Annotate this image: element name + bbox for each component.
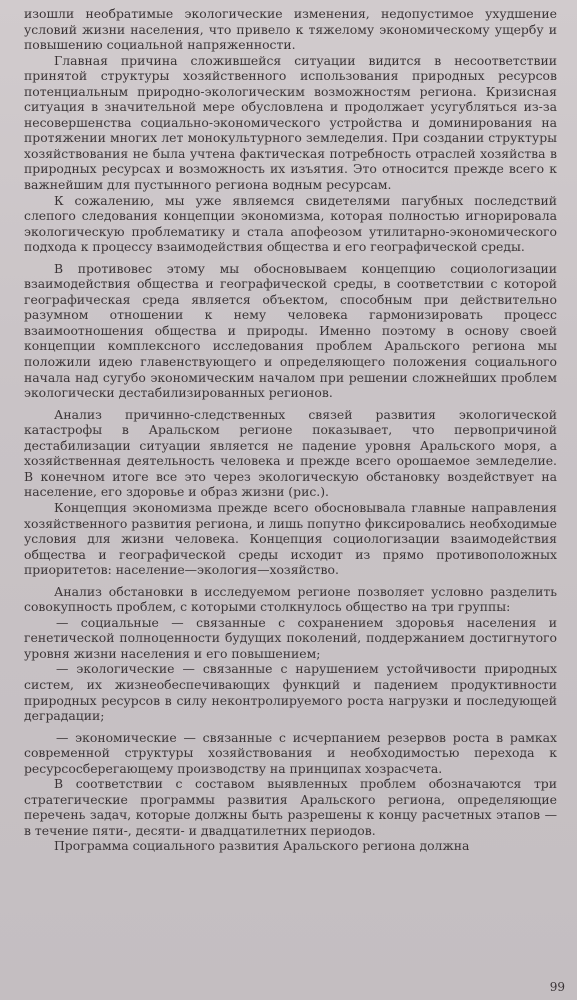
body-text	[24, 6, 557, 854]
paragraph-economism: Концепция экономизма прежде всего обосновывала главные направления хозяйственного развития региона, и лишь попутно фиксировались необходимые условия для жизни человека. Концепция социологизации взаимодействия общества и географической среды исходит из прямо противоположных приоритетов: население—экология—хозяйство.	[24, 499, 557, 578]
paragraph-continuation: изошли необратимые экологические изменения, недопустимое ухудшение условий жизни населения, что привело к тяжелому экономическому ущербу и повышению социальной напряженности.	[24, 6, 557, 53]
paragraph-main-cause: Главная причина сложившейся ситуации видится в несоответствии принятой структуры хозяйственного использования природных ресурсов потенциальным природно-экологическим возможностям региона. Кризисная ситуация в значительной мере обусловлена и продолжает усугубляться из-за несовершенства социально-экономического устройства и доминирования на протяжении многих лет монокультурного земледелия. При создании структуры хозяйствования не была учтена фактическая потребность отраслей хозяйства в природных ресурсах и возможность их изъятия. Это относится прежде всего к важнейшим для пустынного региона водным ресурсам.	[24, 52, 557, 193]
list-item-ecological: — экологические — связанные с нарушением устойчивости природных систем, их жизнеобеспечивающих функций и падением продуктивности природных ресурсов в силу неконтролируемого роста нагрузки и последующей деградации;	[24, 661, 557, 724]
paragraph-counter-concept: В противовес этому мы обосновываем концепцию социологизации взаимодействия общества и географической среды, в соответствии с которой географическая среда является объектом, способным при действительно разумном отношении к нему человека гармонизировать процесс взаимоотношения общества и природы. Именно поэтому в основу своей концепции комплексного исследования проблем Аральского региона мы положили идею главенствующего и определяющего положения социального начала над сугубо экономическим началом при решении сложнейших проблем экологически дестабилизированных регионов.	[24, 260, 557, 401]
paragraph-problem-groups: Анализ обстановки в исследуемом регионе позволяет условно разделить совокупность проблем, с которыми столкнулось общество на три группы:	[24, 583, 557, 615]
paragraph-cause-analysis: Анализ причинно-следственных связей развития экологической катастрофы в Аральском регионе показывает, что первопричиной дестабилизации ситуации является не падение уровня Аральского моря, а хозяйственная деятельность человека и прежде всего орошаемое земледелие. В конечном итоге все это через экологическую обстановку воздействует на население, его здоровье и образ жизни (рис.).	[24, 406, 557, 500]
paragraph-regret: К сожалению, мы уже являемся свидетелями пагубных последствий слепого следования концепции экономизма, которая полностью игнорировала экологическую проблематику и стала апофеозом утилитарно-экономического подхода к процессу взаимодействия общества и его географической среды.	[24, 192, 557, 255]
page-number: 99	[549, 980, 565, 995]
paragraph-programs: В соответствии с составом выявленных проблем обозначаются три стратегические программы развития Аральского региона, определяющие перечень задач, которые должны быть разрешены к концу расчетных этапов — в течение пяти-, десяти- и двадцатилетних периодов.	[24, 776, 557, 838]
list-item-social: — социальные — связанные с сохранением здоровья населения и генетической полноценности будущих поколений, поддержанием достигнутого уровня жизни населения и его повышением;	[24, 614, 557, 661]
list-item-economic: — экономические — связанные с исчерпанием резервов роста в рамках современной структуры хозяйствования и необходимостью перехода к ресурсосберегающему производству на принципах хозрасчета.	[24, 729, 557, 776]
paragraph-social-program: Программа социального развития Аральского региона должна	[54, 838, 470, 854]
